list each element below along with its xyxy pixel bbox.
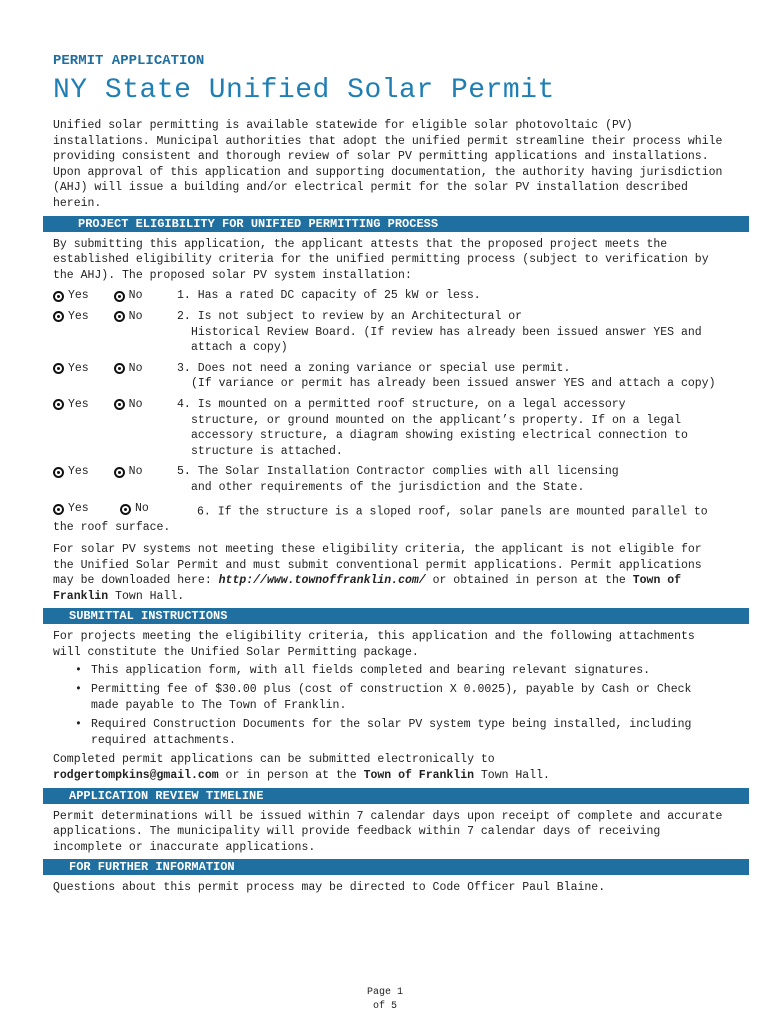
document-label: PERMIT APPLICATION	[53, 53, 205, 69]
radio-yes-1[interactable]	[53, 291, 64, 302]
download-link[interactable]: http://www.townoffranklin.com/	[218, 574, 426, 588]
yes-no-options	[53, 397, 177, 413]
radio-yes-6[interactable]	[53, 504, 64, 515]
section-heading-submittal: SUBMITTAL INSTRUCTIONS	[43, 608, 725, 624]
page-title: NY State Unified Solar Permit	[53, 75, 555, 106]
not-eligible-paragraph: For solar PV systems not meeting these eligibility criteria, the applicant is not eligible for the Unified Solar Permit and must submit conventional permit applications. Permit applications may be downloaded here: http://www.townoffranklin.com/ or obtained in person at the Town of Franklin Town Hall.	[53, 542, 702, 603]
criterion-text: 2. Is not subject to review by an Architectural or Historical Review Board. (If review has already been issued answer YES and attach a copy)	[177, 309, 702, 355]
radio-yes-5[interactable]	[53, 467, 64, 478]
criterion-row-2	[53, 309, 725, 356]
criteria-list	[53, 288, 725, 495]
criterion-text: 4. Is mounted on a permitted roof structure, on a legal accessory structure, or ground mounted on the applicant’s property. If on a legal accessory structure, a diagram showing existing electrical connection to structure is attached.	[177, 397, 688, 458]
no-option[interactable]: No	[114, 464, 167, 480]
intro-paragraph: Unified solar permitting is available statewide for eligible solar photovoltaic (PV) installations. Municipal authorities that adopt the unified permit streamline their process while providing consistent and thorough review of solar PV permitting applications and installations. Upon approval of this application and supporting documentation, the authority having jurisdiction (AHJ) will issue a building and/or electrical permit for the solar PV installation described herein.	[53, 119, 723, 210]
yes-option[interactable]: Yes	[53, 464, 104, 480]
radio-no-4[interactable]	[114, 399, 125, 410]
page-number: Page 1 of 5	[366, 987, 403, 1012]
radio-yes-2[interactable]	[53, 311, 64, 322]
submittal-bullet-list	[53, 663, 725, 749]
yes-no-options	[53, 361, 177, 377]
criterion-row-4	[53, 397, 725, 459]
timeline-paragraph: Permit determinations will be issued within 7 calendar days upon receipt of complete and accurate applications. The municipality will provide feedback within 7 calendar days of receiving incomplete or inaccurate applications.	[53, 809, 723, 854]
yes-option[interactable]: Yes	[53, 501, 110, 517]
criterion-text: 1. Has a rated DC capacity of 25 kW or less.	[177, 289, 481, 303]
no-option[interactable]: No	[120, 501, 187, 517]
yes-no-options	[53, 464, 177, 480]
list-item: • Permitting fee of $30.00 plus (cost of construction X 0.0025), payable by Cash or Check made payable to The Town of Franklin.	[53, 682, 725, 713]
criterion-row-3	[53, 361, 725, 392]
section-heading-info: FOR FURTHER INFORMATION	[43, 859, 725, 875]
yes-option[interactable]: Yes	[53, 361, 104, 377]
radio-no-5[interactable]	[114, 467, 125, 478]
radio-yes-3[interactable]	[53, 363, 64, 374]
section-heading-eligibility: PROJECT ELIGIBILITY FOR UNIFIED PERMITTING PROCESS	[43, 216, 725, 232]
yes-no-options	[53, 288, 177, 304]
submittal-lead: For projects meeting the eligibility criteria, this application and the following attachments will constitute the Unified Solar Permitting package.	[53, 630, 695, 659]
yes-option[interactable]: Yes	[53, 309, 104, 325]
permit-page	[53, 46, 725, 896]
list-item: • Required Construction Documents for the solar PV system type being installed, including required attachments.	[53, 717, 725, 748]
no-option[interactable]: No	[114, 288, 167, 304]
section-heading-timeline: APPLICATION REVIEW TIMELINE	[43, 788, 725, 804]
radio-no-1[interactable]	[114, 291, 125, 302]
criterion-row-6	[53, 501, 725, 535]
info-paragraph: Questions about this permit process may be directed to Code Officer Paul Blaine.	[53, 881, 606, 895]
radio-yes-4[interactable]	[53, 399, 64, 410]
email-link[interactable]: rodgertompkins@gmail.com	[53, 769, 219, 783]
no-option[interactable]: No	[114, 361, 167, 377]
criterion-row-5	[53, 464, 725, 495]
criterion-6-text: Yes No 6. If the structure is a sloped roof, solar panels are mounted parallel to the roof surface.	[53, 502, 708, 535]
radio-no-2[interactable]	[114, 311, 125, 322]
criterion-row-1	[53, 288, 725, 304]
radio-no-6[interactable]	[120, 504, 131, 515]
yes-option[interactable]: Yes	[53, 288, 104, 304]
criterion-text: 3. Does not need a zoning variance or special use permit. (If variance or permit has already been issued answer YES and attach a copy)	[177, 361, 716, 391]
no-option[interactable]: No	[114, 397, 167, 413]
list-item: • This application form, with all fields completed and bearing relevant signatures.	[53, 663, 725, 679]
eligibility-lead: By submitting this application, the applicant attests that the proposed project meets the established eligibility criteria for the unified permitting process (subject to verification by the AHJ). The proposed solar PV system installation:	[53, 237, 709, 282]
submit-paragraph: Completed permit applications can be submitted electronically to rodgertompkins@gmail.com or in person at the Town of Franklin Town Hall.	[53, 753, 550, 783]
no-option[interactable]: No	[114, 309, 167, 325]
yes-option[interactable]: Yes	[53, 397, 104, 413]
yes-no-options	[53, 309, 177, 325]
criterion-text: 5. The Solar Installation Contractor complies with all licensing and other requirements of the jurisdiction and the State.	[177, 465, 619, 494]
radio-no-3[interactable]	[114, 363, 125, 374]
